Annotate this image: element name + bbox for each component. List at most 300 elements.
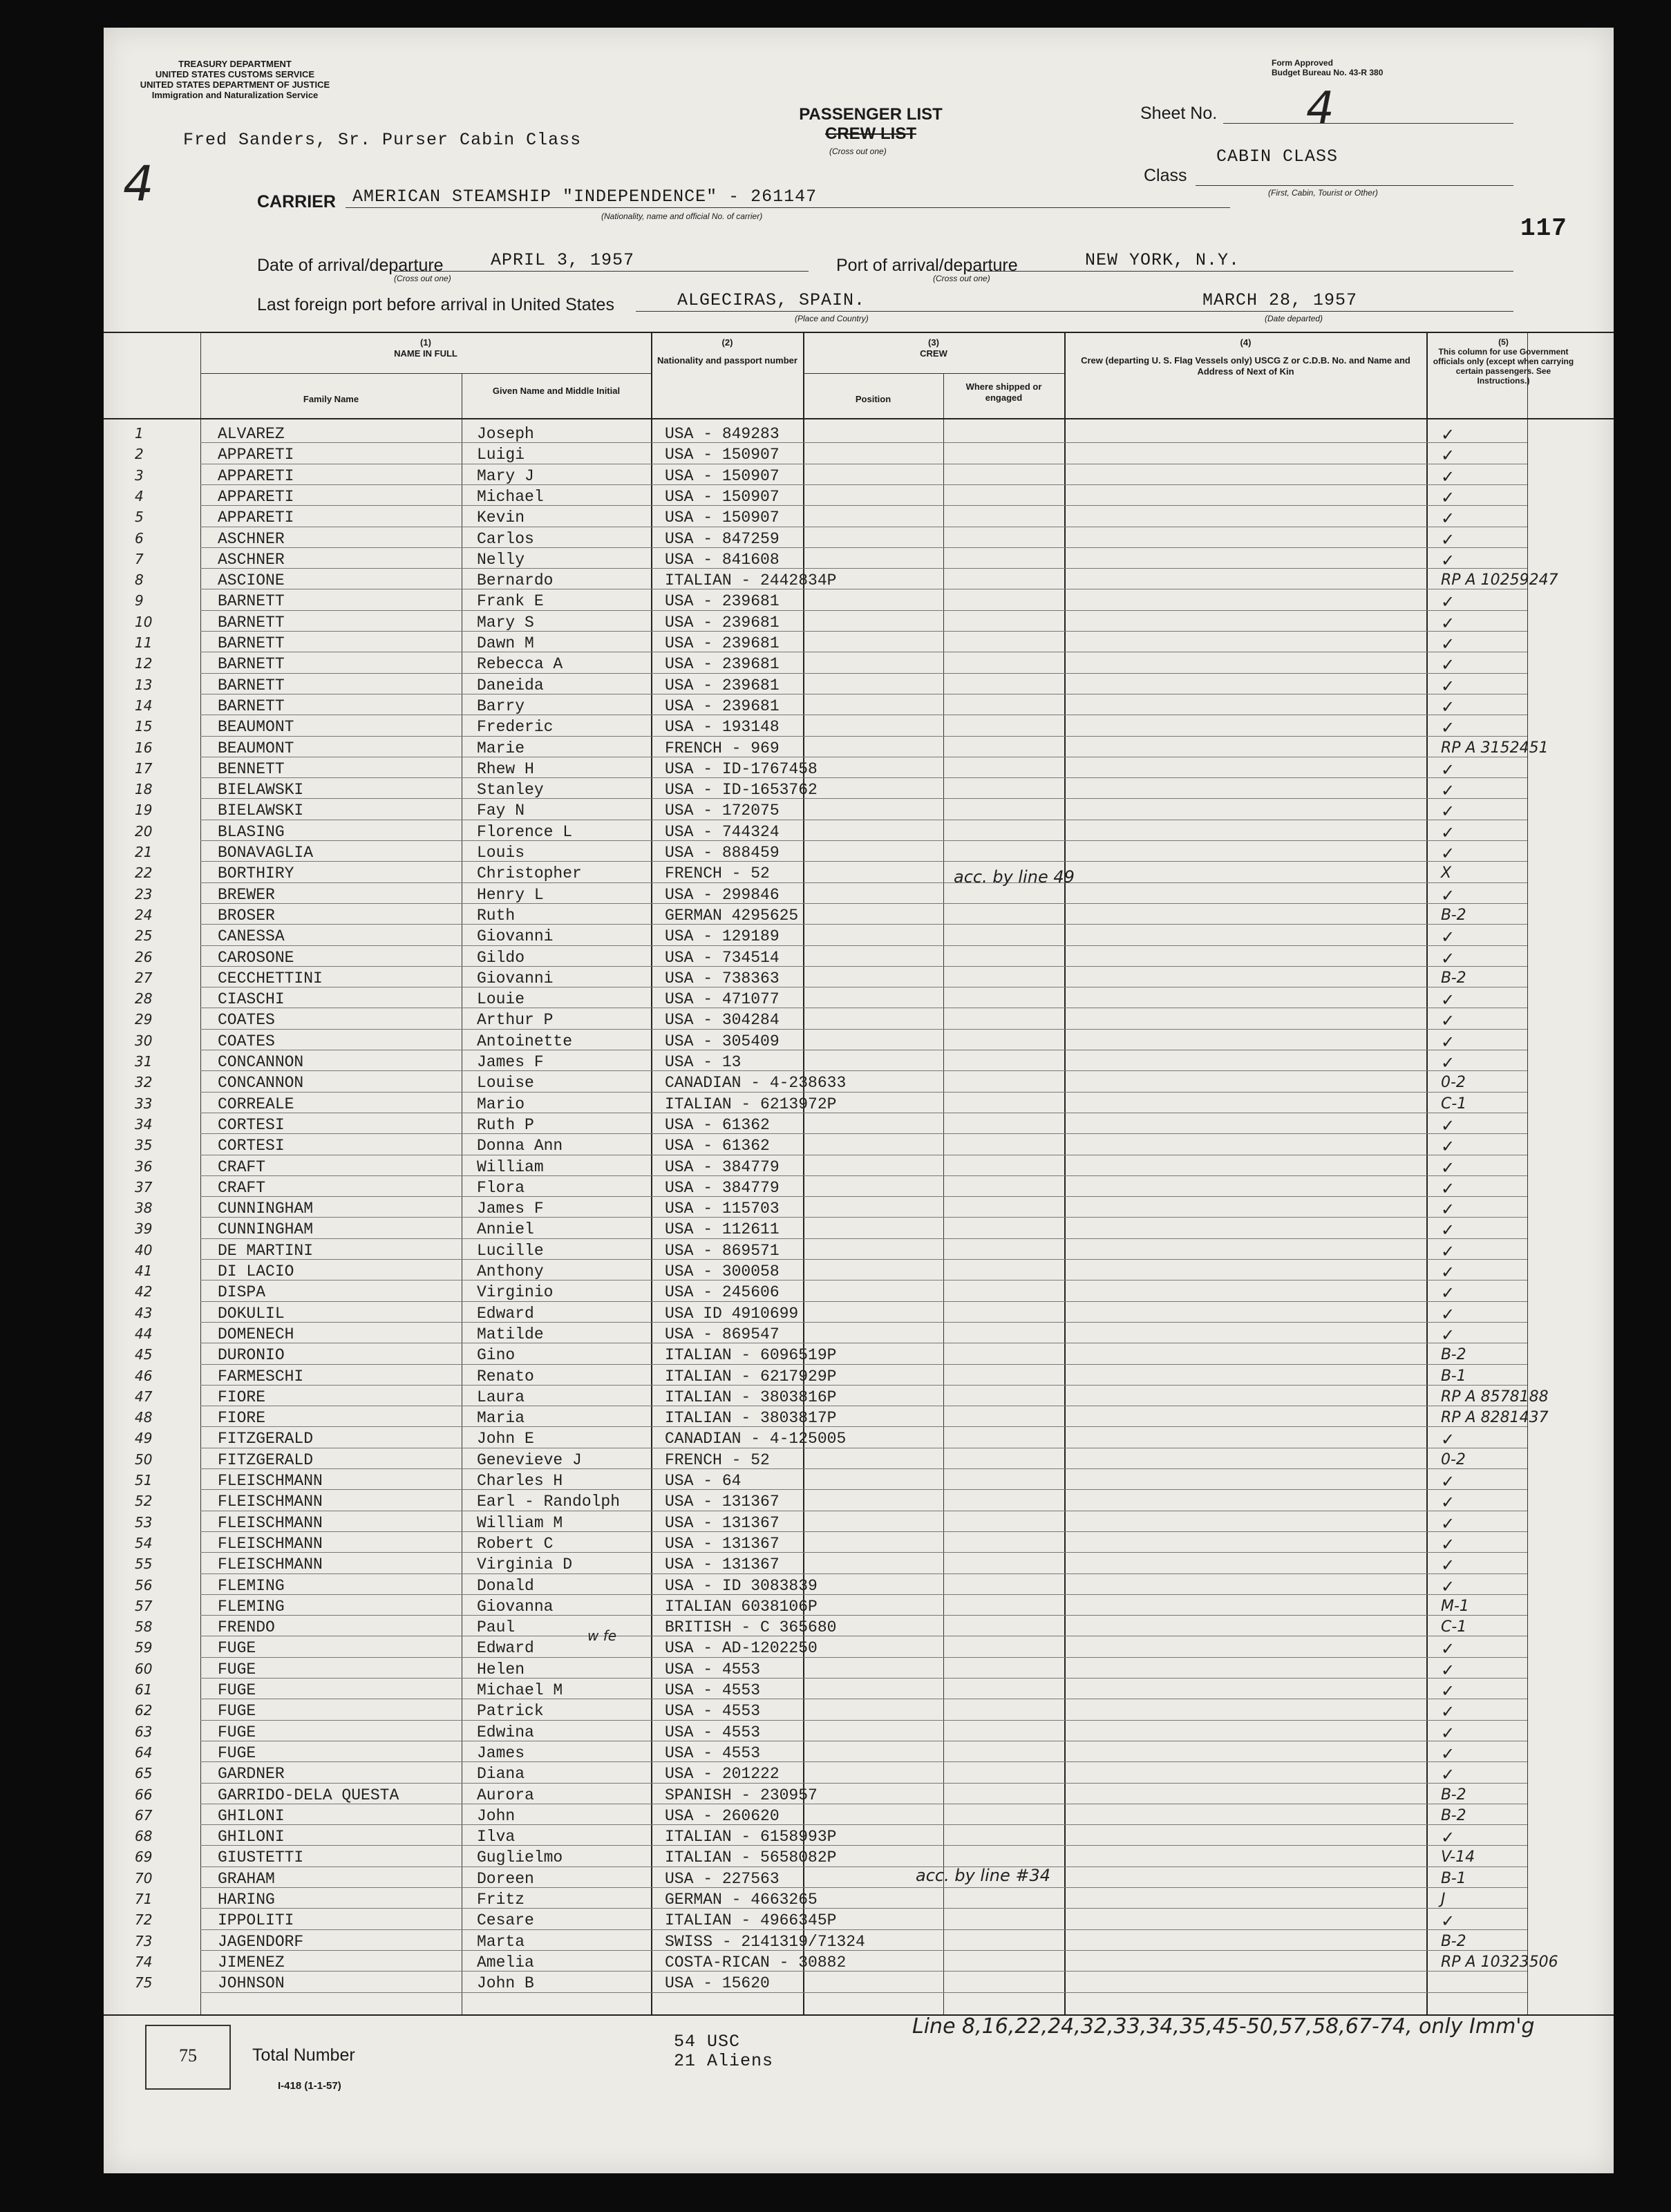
official-mark: ✓ — [1441, 844, 1455, 863]
table-row — [104, 1826, 1614, 1846]
table-row — [104, 1344, 1614, 1365]
line-number: 43 — [135, 1304, 153, 1321]
given-name: James — [477, 1743, 525, 1762]
table-row — [104, 905, 1614, 925]
given-name: Rhew H — [477, 759, 534, 778]
nationality-passport: USA - 227563 — [665, 1869, 780, 1888]
nationality-passport: USA - 131367 — [665, 1493, 780, 1511]
official-mark: RP A 3152451 — [1441, 739, 1549, 757]
table-row — [104, 674, 1614, 695]
corner-mark: 4 — [123, 155, 154, 212]
given-name: Diana — [477, 1765, 525, 1784]
given-name: Michael — [477, 487, 544, 506]
nationality-passport: ITALIAN - 6217929P — [665, 1367, 837, 1386]
nationality-passport: USA - 4553 — [665, 1702, 761, 1721]
official-mark: ✓ — [1441, 1639, 1455, 1659]
official-mark: ✓ — [1441, 1053, 1455, 1072]
family-name: FRENDO — [218, 1618, 275, 1637]
carrier-note: (Nationality, name and official No. of carrier) — [601, 211, 763, 221]
given-name: Fay N — [477, 802, 525, 820]
total-value: 75 — [179, 2045, 197, 2066]
family-name: BEAUMONT — [218, 739, 294, 757]
nationality-passport: BRITISH - C 365680 — [665, 1618, 837, 1637]
official-mark: ✓ — [1441, 1011, 1455, 1031]
family-name: GARDNER — [218, 1765, 285, 1784]
line-number: 44 — [135, 1325, 153, 1342]
col1a-header: Family Name — [303, 394, 359, 404]
given-name: Nelly — [477, 550, 525, 569]
col3-title: CREW — [920, 348, 947, 359]
line-number: 17 — [135, 759, 153, 777]
given-name: Helen — [477, 1660, 525, 1679]
row-divider — [200, 505, 1527, 506]
row-divider — [200, 945, 1527, 946]
nationality-passport: USA - ID-1767458 — [665, 759, 818, 778]
line-number: 68 — [135, 1828, 153, 1845]
given-name: Louie — [477, 990, 525, 1009]
last-port-label: Last foreign port before arrival in United States — [257, 295, 614, 314]
table-row — [104, 1365, 1614, 1386]
given-name: Earl - Randolph — [477, 1493, 621, 1511]
given-name: Daneida — [477, 676, 544, 694]
row-divider — [200, 1783, 1527, 1784]
official-mark: ✓ — [1441, 1325, 1455, 1345]
sheet-label: Sheet No. — [1140, 104, 1218, 123]
official-mark: ✓ — [1441, 655, 1455, 675]
table-row — [104, 465, 1614, 486]
family-name: BONAVAGLIA — [218, 844, 314, 862]
given-name: Doreen — [477, 1869, 534, 1888]
family-name: ASCIONE — [218, 571, 285, 590]
table-row — [104, 1072, 1614, 1093]
row-divider — [200, 1029, 1527, 1030]
title-passenger-list: PASSENGER LIST — [799, 105, 943, 124]
given-name: Flora — [477, 1178, 525, 1197]
line-number: 24 — [135, 906, 153, 923]
table-row — [104, 1114, 1614, 1135]
line-number: 5 — [135, 509, 144, 526]
row-divider — [200, 1259, 1527, 1260]
footer-hand-note: Line 8,16,22,24,32,33,34,35,45-50,57,58,67-74, only Imm'g — [912, 2014, 1535, 2039]
document-page — [104, 28, 1614, 2173]
given-name: Arthur P — [477, 1011, 554, 1030]
given-name: Louise — [477, 1074, 534, 1093]
line-number: 14 — [135, 697, 153, 714]
line-number: 4 — [135, 487, 144, 504]
nationality-passport: USA - 869547 — [665, 1325, 780, 1343]
given-name: Giovanna — [477, 1597, 554, 1616]
table-row — [104, 612, 1614, 632]
line-number: 61 — [135, 1681, 153, 1698]
official-mark: ✓ — [1441, 1472, 1455, 1491]
table-row — [104, 1658, 1614, 1679]
given-name: Luigi — [477, 446, 525, 464]
given-name: Ruth P — [477, 1115, 534, 1134]
line-number: 67 — [135, 1806, 153, 1824]
official-mark: ✓ — [1441, 446, 1455, 466]
official-mark: RP A 8281437 — [1441, 1409, 1549, 1427]
nationality-passport: USA - 131367 — [665, 1513, 780, 1532]
official-mark: ✓ — [1441, 1534, 1455, 1554]
official-mark: ✓ — [1441, 1765, 1455, 1785]
nationality-passport: SPANISH - 230957 — [665, 1786, 818, 1804]
nationality-passport: USA - 869571 — [665, 1241, 780, 1260]
table-row — [104, 1909, 1614, 1930]
given-name: Dawn M — [477, 634, 534, 652]
official-mark: ✓ — [1441, 1200, 1455, 1220]
table-row — [104, 1051, 1614, 1072]
given-name: Edward — [477, 1304, 534, 1323]
page-number: 117 — [1520, 214, 1567, 243]
row-divider — [200, 1887, 1527, 1888]
row-divider — [200, 1845, 1527, 1846]
official-mark: ✓ — [1441, 1723, 1455, 1743]
family-name: APPARETI — [218, 487, 294, 506]
official-mark: ✓ — [1441, 822, 1455, 842]
table-row — [104, 1721, 1614, 1742]
row-divider — [200, 903, 1527, 904]
family-name: BIELAWSKI — [218, 802, 304, 820]
col3b-header: Where shipped or engaged — [965, 381, 1042, 403]
given-name: Guglielmo — [477, 1849, 563, 1867]
line-number: 6 — [135, 529, 144, 547]
line-number: 42 — [135, 1283, 153, 1301]
col3-header — [803, 337, 1064, 359]
given-name: Mary J — [477, 466, 534, 485]
given-name: William — [477, 1157, 544, 1176]
official-mark: ✓ — [1441, 885, 1455, 905]
line-number: 58 — [135, 1618, 153, 1636]
family-name: BARNETT — [218, 655, 285, 674]
family-name: BARNETT — [218, 613, 285, 632]
nationality-passport: USA ID 4910699 — [665, 1304, 799, 1323]
given-name: Charles H — [477, 1472, 563, 1490]
row-divider — [200, 1657, 1527, 1658]
table-row — [104, 1449, 1614, 1470]
total-label: Total Number — [252, 2045, 355, 2065]
agency-line: Immigration and Naturalization Service — [151, 90, 319, 100]
table-row — [104, 1135, 1614, 1155]
family-name: DURONIO — [218, 1346, 285, 1365]
table-row — [104, 1260, 1614, 1281]
official-mark: B-2 — [1441, 969, 1466, 987]
col5-number: (5) — [1498, 337, 1509, 347]
row-divider — [200, 1092, 1527, 1093]
line-number: 39 — [135, 1220, 153, 1238]
table-row — [104, 1553, 1614, 1574]
line-number: 15 — [135, 718, 153, 735]
port-value: NEW YORK, N.Y. — [1085, 250, 1240, 270]
nationality-passport: USA - 305409 — [665, 1032, 780, 1050]
line-number: 20 — [135, 822, 153, 840]
table-row — [104, 444, 1614, 464]
official-mark: ✓ — [1441, 1556, 1455, 1576]
given-name: Ilva — [477, 1828, 516, 1846]
given-name: Giovanni — [477, 927, 554, 946]
family-name: GHILONI — [218, 1828, 285, 1846]
official-mark: X — [1441, 864, 1452, 882]
nationality-passport: USA - 172075 — [665, 802, 780, 820]
given-name: James F — [477, 1200, 544, 1218]
line-number: 57 — [135, 1597, 153, 1614]
table-row — [104, 1889, 1614, 1909]
family-name: FLEMING — [218, 1597, 285, 1616]
nationality-passport: USA - ID 3083839 — [665, 1576, 818, 1595]
nationality-passport: SWISS - 2141319/71324 — [665, 1932, 865, 1951]
line-number: 53 — [135, 1513, 153, 1531]
official-mark: ✓ — [1441, 1241, 1455, 1261]
nationality-passport: USA - 15620 — [665, 1974, 770, 1993]
nationality-passport: USA - 4553 — [665, 1743, 761, 1762]
official-mark: ✓ — [1441, 759, 1455, 779]
nationality-passport: USA - 193148 — [665, 718, 780, 737]
family-name: BARNETT — [218, 592, 285, 611]
given-name: Christopher — [477, 864, 582, 883]
table-row — [104, 821, 1614, 842]
col1-title: NAME IN FULL — [394, 348, 457, 359]
col2-header — [657, 337, 798, 366]
nationality-passport: USA - 61362 — [665, 1137, 770, 1155]
line-number: 45 — [135, 1346, 153, 1363]
line-number: 40 — [135, 1241, 153, 1258]
nationality-passport: FRENCH - 52 — [665, 864, 770, 883]
given-name: Renato — [477, 1367, 534, 1386]
given-name: Ruth — [477, 906, 516, 925]
nationality-passport: USA - 129189 — [665, 927, 780, 946]
row-divider — [200, 840, 1527, 841]
table-row — [104, 1742, 1614, 1763]
given-name: William M — [477, 1513, 563, 1532]
line-number: 25 — [135, 927, 153, 945]
nationality-passport: USA - 13 — [665, 1053, 742, 1071]
family-name: DE MARTINI — [218, 1241, 314, 1260]
row-divider — [200, 1468, 1527, 1469]
nationality-passport: USA - AD-1202250 — [665, 1639, 818, 1658]
line-number: 29 — [135, 1011, 153, 1028]
date-label: Date of arrival/departure — [257, 256, 444, 275]
family-name: APPARETI — [218, 446, 294, 464]
given-name: Mary S — [477, 613, 534, 632]
row-divider — [200, 1196, 1527, 1197]
table-row — [104, 779, 1614, 800]
family-name: FUGE — [218, 1723, 256, 1741]
official-mark: ✓ — [1441, 1911, 1455, 1931]
given-name: Amelia — [477, 1953, 534, 1972]
nationality-passport: ITALIAN - 3803816P — [665, 1388, 837, 1406]
row-divider — [200, 610, 1527, 611]
line-number: 46 — [135, 1367, 153, 1384]
line-number: 70 — [135, 1869, 153, 1887]
row-divider — [200, 484, 1527, 485]
table-row — [104, 967, 1614, 988]
given-name: Donna Ann — [477, 1137, 563, 1155]
col4-number: (4) — [1240, 337, 1252, 348]
table-row — [104, 1386, 1614, 1407]
aliens-count: 21 Aliens — [674, 2051, 774, 2071]
nationality-passport: USA - 847259 — [665, 529, 780, 548]
line-number: 30 — [135, 1032, 153, 1049]
table-row — [104, 1931, 1614, 1951]
nationality-passport: USA - 304284 — [665, 1011, 780, 1030]
table-row — [104, 1846, 1614, 1867]
table-row — [104, 1784, 1614, 1805]
table-row — [104, 1303, 1614, 1323]
col5-header — [1429, 337, 1578, 386]
nationality-passport: GERMAN - 4663265 — [665, 1891, 818, 1909]
official-mark: ✓ — [1441, 927, 1455, 947]
official-mark: ✓ — [1441, 613, 1455, 633]
given-name: Robert C — [477, 1534, 554, 1553]
row-divider — [200, 798, 1527, 799]
given-name: Mario — [477, 1095, 525, 1113]
nationality-passport: USA - 471077 — [665, 990, 780, 1009]
official-mark: ✓ — [1441, 781, 1455, 801]
official-mark: ✓ — [1441, 1220, 1455, 1240]
official-mark: ✓ — [1441, 802, 1455, 822]
line-number: 9 — [135, 592, 144, 609]
family-name: FUGE — [218, 1681, 256, 1699]
family-name: FLEISCHMANN — [218, 1534, 323, 1553]
row-divider — [200, 1908, 1527, 1909]
family-name: FUGE — [218, 1639, 256, 1658]
nationality-passport: USA - 300058 — [665, 1263, 780, 1280]
given-name: Kevin — [477, 509, 525, 527]
date-value: APRIL 3, 1957 — [491, 250, 635, 270]
family-name: GIUSTETTI — [218, 1849, 304, 1867]
family-name: BROSER — [218, 906, 275, 925]
official-mark: ✓ — [1441, 1304, 1455, 1324]
official-mark: 0-2 — [1441, 1074, 1466, 1092]
family-name: BENNETT — [218, 759, 285, 778]
table-row — [104, 1805, 1614, 1826]
table-row — [104, 1030, 1614, 1051]
row-divider — [200, 1971, 1527, 1972]
line-number: 66 — [135, 1786, 153, 1803]
line-number: 71 — [135, 1891, 153, 1907]
nationality-passport: USA - 239681 — [665, 655, 780, 674]
family-name: BREWER — [218, 885, 275, 904]
class-label: Class — [1144, 166, 1187, 185]
official-mark: ✓ — [1441, 1178, 1455, 1198]
carrier-value: AMERICAN STEAMSHIP "INDEPENDENCE" - 261147 — [352, 187, 818, 207]
official-mark: ✓ — [1441, 1263, 1455, 1282]
given-name: Rebecca A — [477, 655, 563, 674]
row-divider — [200, 924, 1527, 925]
sheet-number: 4 — [1306, 83, 1334, 134]
family-name: DI LACIO — [218, 1263, 294, 1280]
col3a-header: Position — [855, 394, 891, 404]
line-number: 26 — [135, 948, 153, 965]
official-mark: ✓ — [1441, 990, 1455, 1010]
table-row — [104, 1009, 1614, 1030]
given-name: Fritz — [477, 1891, 525, 1909]
table-row — [104, 1470, 1614, 1491]
nationality-passport: FRENCH - 52 — [665, 1450, 770, 1469]
given-name: Carlos — [477, 529, 534, 548]
family-name: FLEISCHMANN — [218, 1556, 323, 1574]
family-name: CUNNINGHAM — [218, 1220, 314, 1239]
line-number: 52 — [135, 1493, 153, 1510]
official-mark: B-2 — [1441, 1786, 1466, 1804]
given-name: Giovanni — [477, 969, 554, 987]
row-divider — [200, 1385, 1527, 1386]
form-approved: Form Approved — [1272, 58, 1333, 68]
given-name: Gino — [477, 1346, 516, 1365]
line-number: 11 — [135, 634, 153, 651]
family-name: APPARETI — [218, 509, 294, 527]
nationality-passport: ITALIAN 6038106P — [665, 1597, 818, 1616]
line-number: 28 — [135, 990, 153, 1008]
line-number: 18 — [135, 781, 153, 798]
family-name: ALVAREZ — [218, 425, 285, 443]
given-name: Cesare — [477, 1911, 534, 1930]
given-name: Anthony — [477, 1263, 544, 1280]
family-name: FIORE — [218, 1388, 266, 1406]
table-row — [104, 1596, 1614, 1616]
given-name: Louis — [477, 844, 525, 862]
given-name: Henry L — [477, 885, 544, 904]
official-mark: B-2 — [1441, 1932, 1466, 1950]
given-name: Bernardo — [477, 571, 554, 590]
table-row — [104, 486, 1614, 507]
row-divider — [200, 1133, 1527, 1134]
table-row — [104, 569, 1614, 590]
col5-title: This column for use Government officials only (except when carrying certain passengers. See Instructions.) — [1433, 347, 1574, 386]
line-number: 65 — [135, 1765, 153, 1782]
nationality-passport: USA - 150907 — [665, 446, 780, 464]
table-row — [104, 1323, 1614, 1344]
given-name: Stanley — [477, 781, 544, 800]
official-mark: ✓ — [1441, 1430, 1455, 1450]
nationality-passport: CANADIAN - 4-238633 — [665, 1074, 847, 1093]
table-row — [104, 1533, 1614, 1553]
row-divider — [200, 442, 1527, 443]
table-row — [104, 925, 1614, 946]
line-number: 7 — [135, 550, 144, 567]
table-row — [104, 1407, 1614, 1428]
family-name: BIELAWSKI — [218, 781, 304, 800]
line-number: 75 — [135, 1974, 153, 1992]
table-row — [104, 1575, 1614, 1596]
table-row — [104, 590, 1614, 611]
row-divider — [200, 1426, 1527, 1427]
family-name: BORTHIRY — [218, 864, 294, 883]
family-name: ASCHNER — [218, 529, 285, 548]
table-row — [104, 947, 1614, 967]
nationality-passport: ITALIAN - 6096519P — [665, 1346, 837, 1365]
line-number: 32 — [135, 1074, 153, 1091]
line-number: 41 — [135, 1263, 153, 1279]
official-mark: 0-2 — [1441, 1450, 1466, 1468]
official-mark: M-1 — [1441, 1597, 1469, 1615]
row-divider — [200, 547, 1527, 548]
nationality-passport: USA - 4553 — [665, 1660, 761, 1679]
table-row — [104, 1240, 1614, 1260]
official-mark: RP A 8578188 — [1441, 1388, 1549, 1406]
col1-number: (1) — [420, 337, 431, 348]
official-mark: ✓ — [1441, 1493, 1455, 1513]
line-number: 10 — [135, 613, 153, 630]
table-row — [104, 1951, 1614, 1972]
given-name: John E — [477, 1430, 534, 1448]
family-name: GHILONI — [218, 1806, 285, 1825]
col4-header — [1071, 337, 1420, 377]
given-name: James F — [477, 1053, 544, 1071]
line-number: 69 — [135, 1849, 153, 1866]
family-name: JAGENDORF — [218, 1932, 304, 1951]
family-name: CUNNINGHAM — [218, 1200, 314, 1218]
table-row — [104, 423, 1614, 444]
